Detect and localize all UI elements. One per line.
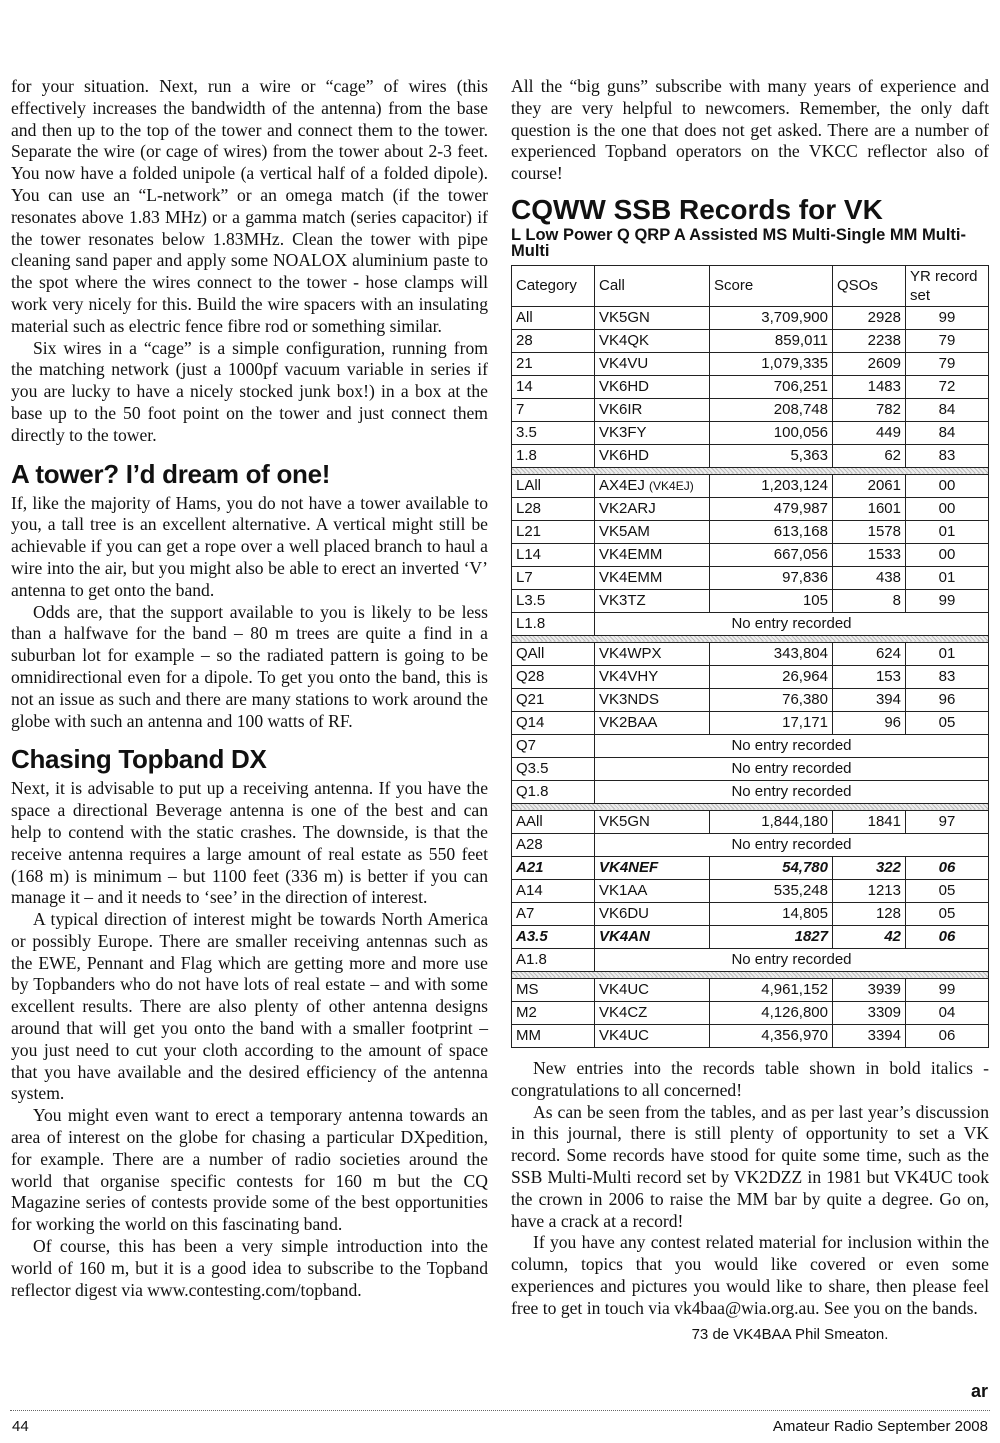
table-group-separator <box>512 635 989 642</box>
year-cell: 05 <box>906 879 989 902</box>
callsign: VK4UC <box>599 1027 650 1045</box>
call-cell <box>595 329 710 352</box>
score-cell: 667,056 <box>710 543 833 566</box>
year-cell: 04 <box>906 1001 989 1024</box>
paragraph: Of course, this has been a very simple introduction into the world of 160 m, but it is a good idea to subscribe to the Topband reflector digest via www.contesting.com/topband. <box>11 1236 488 1300</box>
table-row <box>512 474 989 497</box>
year-cell: 96 <box>906 688 989 711</box>
category-cell: AAll <box>512 810 595 833</box>
category-cell: L21 <box>512 520 595 543</box>
score-cell: 105 <box>710 589 833 612</box>
table-row <box>512 711 989 734</box>
category-cell: A7 <box>512 902 595 925</box>
table-group-separator <box>512 803 989 810</box>
paragraph: New entries into the records table shown in bold italics - congratulations to all concerned! <box>511 1057 989 1100</box>
column-header: YR record set <box>906 265 989 306</box>
year-cell: 84 <box>906 421 989 444</box>
qsos-cell: 2928 <box>833 306 906 329</box>
category-cell: 3.5 <box>512 421 595 444</box>
callsign: VK4VU <box>599 355 649 373</box>
right-column <box>511 76 989 1345</box>
score-cell: 1,079,335 <box>710 352 833 375</box>
category-cell: 1.8 <box>512 444 595 467</box>
qsos-cell: 782 <box>833 398 906 421</box>
callsign: VK4EMM <box>599 569 663 587</box>
score-cell: 4,961,152 <box>710 978 833 1001</box>
qsos-cell: 3939 <box>833 978 906 1001</box>
table-row <box>512 398 989 421</box>
qsos-cell: 96 <box>833 711 906 734</box>
call-cell <box>595 398 710 421</box>
no-entry-cell: No entry recorded <box>595 612 989 635</box>
table-group-separator <box>512 467 989 474</box>
qsos-cell: 1533 <box>833 543 906 566</box>
callsign: AX4EJ <box>599 476 645 494</box>
table-row <box>512 833 989 856</box>
paragraph: If, like the majority of Hams, you do not have a tower available to you, a tall tree is an excellent alternative. A vertical might still be achievable if you can get a rope over a well placed branch to haul a wire into the air, but you might also be able to erect an inverted ‘V’ antenna to get onto the band. <box>11 492 488 600</box>
table-row <box>512 642 989 665</box>
year-cell: 01 <box>906 566 989 589</box>
score-cell: 1827 <box>710 925 833 948</box>
qsos-cell: 42 <box>833 925 906 948</box>
category-cell: Q21 <box>512 688 595 711</box>
category-cell: M2 <box>512 1001 595 1024</box>
call-cell <box>595 688 710 711</box>
table-row <box>512 520 989 543</box>
qsos-cell: 128 <box>833 902 906 925</box>
callsign: VK6HD <box>599 378 650 396</box>
signature: 73 de VK4BAA Phil Smeaton. <box>691 1325 889 1343</box>
score-cell: 14,805 <box>710 902 833 925</box>
score-cell: 706,251 <box>710 375 833 398</box>
paragraph: A typical direction of interest might be towards North America or possibly Europe. There are smaller receiving antennas such as the EWE, Pennant and Flag which are getting more and more use by Topbanders who do not have lots of real estate – and with some excellent results. There are also plenty of other antenna designs around that will get you onto the band with a smaller footprint – you just need to cut your cloth according to the amount of space that you have available and the desired efficiency of the antenna system. <box>11 909 488 1104</box>
table-row <box>512 543 989 566</box>
call-cell <box>595 566 710 589</box>
score-cell: 859,011 <box>710 329 833 352</box>
category-cell: A28 <box>512 833 595 856</box>
paragraph: Odds are, that the support available to you is likely to be less than a halfwave for the band – 80 m trees are quite a find in a suburban lot for example – so the radiated pattern is going to be omnidirectional even for a dipole. To get you onto the band, this is not an issue as such and there are many stations to work around the globe with such an antenna and 100 watts of RF. <box>11 601 488 731</box>
left-column <box>11 76 488 1301</box>
callsign: VK2BAA <box>599 714 658 732</box>
no-entry-cell: No entry recorded <box>595 780 989 803</box>
year-cell: 83 <box>906 444 989 467</box>
call-cell <box>595 375 710 398</box>
year-cell: 83 <box>906 665 989 688</box>
table-row <box>512 612 989 635</box>
callsign: VK3NDS <box>599 691 660 709</box>
qsos-cell: 2609 <box>833 352 906 375</box>
category-cell: A3.5 <box>512 925 595 948</box>
category-cell: Q14 <box>512 711 595 734</box>
call-cell <box>595 1024 710 1047</box>
paragraph: As can be seen from the tables, and as per last year’s discussion in this journal, there is still plenty of opportunity to set a VK record. Some records have stood for quite some time, such as the SSB Multi-Multi record set by VK2DZZ in 1981 but VK4UC took the crown in 2006 to raise the MM bar by quite a degree. Go on, have a crack at a record! <box>511 1101 989 1231</box>
qsos-cell: 624 <box>833 642 906 665</box>
separator-cell <box>512 467 989 474</box>
callsign: VK4NEF <box>599 859 659 877</box>
table-row <box>512 810 989 833</box>
year-cell: 06 <box>906 856 989 879</box>
call-cell <box>595 474 710 497</box>
table-row <box>512 421 989 444</box>
year-cell: 06 <box>906 925 989 948</box>
call-cell <box>595 543 710 566</box>
category-cell: MM <box>512 1024 595 1047</box>
separator-cell <box>512 803 989 810</box>
score-cell: 100,056 <box>710 421 833 444</box>
call-cell <box>595 925 710 948</box>
callsign: VK5GN <box>599 309 650 327</box>
table-row <box>512 856 989 879</box>
call-cell <box>595 352 710 375</box>
year-cell: 99 <box>906 306 989 329</box>
callsign: VK6IR <box>599 401 643 419</box>
table-row <box>512 444 989 467</box>
score-cell: 26,964 <box>710 665 833 688</box>
year-cell: 05 <box>906 711 989 734</box>
qsos-cell: 322 <box>833 856 906 879</box>
callsign: VK2ARJ <box>599 500 656 518</box>
call-cell <box>595 421 710 444</box>
table-row <box>512 589 989 612</box>
call-cell <box>595 306 710 329</box>
callsign: VK4CZ <box>599 1004 648 1022</box>
table-row <box>512 925 989 948</box>
table-subtitle: L Low Power Q QRP A Assisted MS Multi-Single MM Multi-Multi <box>511 225 966 260</box>
section-heading-chasing: Chasing Topband DX <box>11 744 267 775</box>
score-cell: 343,804 <box>710 642 833 665</box>
category-cell: A14 <box>512 879 595 902</box>
table-row <box>512 566 989 589</box>
category-cell: LAll <box>512 474 595 497</box>
category-cell: QAll <box>512 642 595 665</box>
score-cell: 4,126,800 <box>710 1001 833 1024</box>
paragraph: Six wires in a “cage” is a simple configuration, running from the matching network (just a 1000pf vacuum variable in series if you are lucky to have a nicely stocked junk box!) in a box at the base up to the 50 foot point on the tower and just connect them directly to the tower. <box>11 337 488 445</box>
category-cell: L14 <box>512 543 595 566</box>
category-cell: Q3.5 <box>512 757 595 780</box>
table-row <box>512 497 989 520</box>
qsos-cell: 1578 <box>833 520 906 543</box>
score-cell: 479,987 <box>710 497 833 520</box>
category-cell: 14 <box>512 375 595 398</box>
callsign: VK5GN <box>599 813 650 831</box>
section-heading-tower: A tower? I’d dream of one! <box>11 458 331 489</box>
qsos-cell: 3394 <box>833 1024 906 1047</box>
column-header: QSOs <box>833 265 906 306</box>
table-row <box>512 306 989 329</box>
footer-divider <box>10 1410 990 1411</box>
paragraph: All the “big guns” subscribe with many years of experience and they are very helpful to newcomers. Remember, the only daft question is the one that does not get asked. There are a number of experienced Topband operators on the VKCC reflector also of course! <box>511 76 989 184</box>
year-cell: 01 <box>906 642 989 665</box>
category-cell: 28 <box>512 329 595 352</box>
score-cell: 1,203,124 <box>710 474 833 497</box>
year-cell: 84 <box>906 398 989 421</box>
column-header: Category <box>512 265 595 306</box>
table-row <box>512 352 989 375</box>
qsos-cell: 153 <box>833 665 906 688</box>
year-cell: 01 <box>906 520 989 543</box>
callsign: VK6DU <box>599 905 650 923</box>
table-row <box>512 665 989 688</box>
year-cell: 06 <box>906 1024 989 1047</box>
callsign: VK4QK <box>599 332 650 350</box>
score-cell: 1,844,180 <box>710 810 833 833</box>
qsos-cell: 449 <box>833 421 906 444</box>
qsos-cell: 1213 <box>833 879 906 902</box>
category-cell: Q1.8 <box>512 780 595 803</box>
qsos-cell: 438 <box>833 566 906 589</box>
score-cell: 54,780 <box>710 856 833 879</box>
callsign: VK4WPX <box>599 645 662 663</box>
table-row <box>512 1001 989 1024</box>
table-row <box>512 688 989 711</box>
year-cell: 00 <box>906 543 989 566</box>
category-cell: A21 <box>512 856 595 879</box>
year-cell: 00 <box>906 474 989 497</box>
qsos-cell: 1483 <box>833 375 906 398</box>
year-cell: 79 <box>906 329 989 352</box>
score-cell: 535,248 <box>710 879 833 902</box>
category-cell: L7 <box>512 566 595 589</box>
qsos-cell: 2238 <box>833 329 906 352</box>
call-cell <box>595 711 710 734</box>
call-cell <box>595 879 710 902</box>
score-cell: 97,836 <box>710 566 833 589</box>
category-cell: L3.5 <box>512 589 595 612</box>
category-cell: 7 <box>512 398 595 421</box>
table-row <box>512 734 989 757</box>
callsign-note: (VK4EJ) <box>649 478 694 493</box>
call-cell <box>595 978 710 1001</box>
score-cell: 4,356,970 <box>710 1024 833 1047</box>
callsign: VK5AM <box>599 523 650 541</box>
category-cell: All <box>512 306 595 329</box>
table-group-separator <box>512 971 989 978</box>
callsign: VK6HD <box>599 447 650 465</box>
callsign: VK3FY <box>599 424 647 442</box>
score-cell: 208,748 <box>710 398 833 421</box>
score-cell: 3,709,900 <box>710 306 833 329</box>
table-row <box>512 948 989 971</box>
year-cell: 05 <box>906 902 989 925</box>
callsign: VK4AN <box>599 928 650 946</box>
call-cell <box>595 642 710 665</box>
year-cell: 99 <box>906 978 989 1001</box>
qsos-cell: 1601 <box>833 497 906 520</box>
category-cell: L1.8 <box>512 612 595 635</box>
table-row <box>512 375 989 398</box>
year-cell: 72 <box>906 375 989 398</box>
year-cell: 00 <box>906 497 989 520</box>
year-cell: 79 <box>906 352 989 375</box>
records-table <box>511 265 989 1048</box>
score-cell: 17,171 <box>710 711 833 734</box>
call-cell <box>595 497 710 520</box>
no-entry-cell: No entry recorded <box>595 948 989 971</box>
no-entry-cell: No entry recorded <box>595 757 989 780</box>
no-entry-cell: No entry recorded <box>595 833 989 856</box>
column-header: Call <box>595 265 710 306</box>
qsos-cell: 2061 <box>833 474 906 497</box>
year-cell: 99 <box>906 589 989 612</box>
end-mark: ar <box>970 1381 988 1401</box>
category-cell: Q7 <box>512 734 595 757</box>
call-cell <box>595 902 710 925</box>
separator-cell <box>512 635 989 642</box>
year-cell: 97 <box>906 810 989 833</box>
qsos-cell: 1841 <box>833 810 906 833</box>
score-cell: 5,363 <box>710 444 833 467</box>
table-row <box>512 1024 989 1047</box>
table-row <box>512 757 989 780</box>
page-number: 44 <box>12 1418 29 1435</box>
table-header-row <box>512 265 989 306</box>
paragraph: Next, it is advisable to put up a receiving antenna. If you have the space a directional Beverage antenna is one of the best and can help to contend with the static crashes. The downside, is that the receive antenna requires a large amount of real estate as 550 feet (168 m) is minimum – but 1100 feet (336 m) is better if you can manage it – and it needs to ‘see’ in the direction of interest. <box>11 778 488 908</box>
call-cell <box>595 810 710 833</box>
score-cell: 76,380 <box>710 688 833 711</box>
table-row <box>512 879 989 902</box>
call-cell <box>595 1001 710 1024</box>
category-cell: Q28 <box>512 665 595 688</box>
callsign: VK4UC <box>599 981 650 999</box>
paragraph: You might even want to erect a temporary antenna towards an area of interest on the globe for chasing a particular DXpedition, for example. There are a number of radio societies around the world that organise specific contests for 160 m but the CQ Magazine series of contests provide some of the best opportunities for working the world on this fascinating band. <box>11 1105 488 1235</box>
category-cell: A1.8 <box>512 948 595 971</box>
call-cell <box>595 444 710 467</box>
column-header: Score <box>710 265 833 306</box>
score-cell: 613,168 <box>710 520 833 543</box>
table-row <box>512 329 989 352</box>
category-cell: 21 <box>512 352 595 375</box>
callsign: VK4EMM <box>599 546 663 564</box>
separator-cell <box>512 971 989 978</box>
table-title: CQWW SSB Records for VK <box>511 193 883 225</box>
category-cell: L28 <box>512 497 595 520</box>
no-entry-cell: No entry recorded <box>595 734 989 757</box>
callsign: VK4VHY <box>599 668 659 686</box>
call-cell <box>595 856 710 879</box>
qsos-cell: 62 <box>833 444 906 467</box>
table-row <box>512 978 989 1001</box>
qsos-cell: 8 <box>833 589 906 612</box>
table-row <box>512 902 989 925</box>
call-cell <box>595 520 710 543</box>
qsos-cell: 3309 <box>833 1001 906 1024</box>
table-row <box>512 780 989 803</box>
paragraph: If you have any contest related material for inclusion within the column, topics that you would like covered or even some experiences and pictures you would like to share, then please feel free to get in touch via vk4baa@wia.org.au. See you on the bands. <box>511 1232 989 1318</box>
callsign: VK1AA <box>599 882 648 900</box>
call-cell <box>595 665 710 688</box>
magazine-issue: Amateur Radio September 2008 <box>772 1418 988 1435</box>
category-cell: MS <box>512 978 595 1001</box>
paragraph: for your situation. Next, run a wire or “cage” of wires (this effectively increases the bandwidth of the antenna) from the base and then up to the top of the tower and connect them to the tower. Separate the wire (or cage of wires) from the tower about 2-3 feet. You now have a folded unipole (a vertical half of a folded dipole). You can use an “L-network” or an omega match (if the tower resonates above 1.83 MHz) or a gamma match (series capacitor) if the tower resonates below 1.83MHz. Clean the tower with pipe cleaning sand paper and apply some NOALOX aluminium paste to the spot where the wires connect to the tower - hose clamps will work very nicely for this. Build the wire spacers with an insulating material such as electric fence fibre rod or something similar. <box>11 76 488 336</box>
callsign: VK3TZ <box>599 592 646 610</box>
call-cell <box>595 589 710 612</box>
qsos-cell: 394 <box>833 688 906 711</box>
